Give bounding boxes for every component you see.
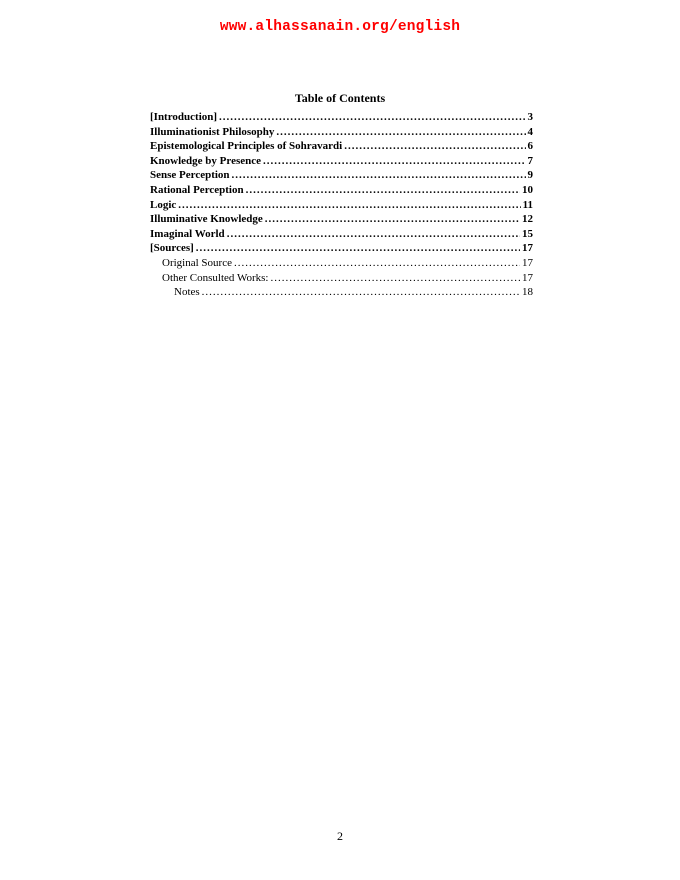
toc-entry-page: 6 xyxy=(527,140,533,153)
toc-entry-page: 7 xyxy=(527,154,533,167)
toc-entry-page: 17 xyxy=(522,271,533,284)
toc-entry-introduction[interactable] xyxy=(150,110,533,125)
toc-entry-label: Imaginal World xyxy=(150,227,225,240)
dot-leader xyxy=(265,212,520,227)
dot-leader xyxy=(227,227,520,242)
toc-entry-label: Notes xyxy=(174,286,200,299)
toc-entry-illuminationist-philosophy[interactable] xyxy=(150,125,533,140)
toc-entry-epistemological-principles[interactable] xyxy=(150,139,533,154)
toc-entry-page: 11 xyxy=(522,198,533,211)
toc-entry-sense-perception[interactable] xyxy=(150,168,533,183)
toc-entry-label: Original Source xyxy=(162,256,232,269)
toc-entry-label: [Sources] xyxy=(150,242,194,255)
toc-entry-page: 9 xyxy=(527,169,533,182)
toc-entry-page: 17 xyxy=(522,256,533,269)
dot-leader xyxy=(232,168,526,183)
dot-leader xyxy=(263,154,525,169)
dot-leader xyxy=(196,241,520,256)
toc-entry-label: [Introduction] xyxy=(150,111,218,123)
toc-entry-page: 4 xyxy=(527,125,533,138)
toc-entry-label: Logic xyxy=(150,198,177,211)
toc-entry-illuminative-knowledge[interactable] xyxy=(150,212,533,227)
toc-entry-page: 15 xyxy=(522,227,533,240)
toc-entry-label: Epistemological Principles of Sohravardi xyxy=(150,140,343,153)
dot-leader xyxy=(270,271,520,286)
dot-leader xyxy=(234,256,520,271)
toc-entry-original-source[interactable] xyxy=(150,256,533,271)
toc-entry-page: 10 xyxy=(522,183,533,196)
toc-entry-other-consulted-works[interactable] xyxy=(150,271,533,286)
toc-entry-page: 3 xyxy=(527,111,533,123)
dot-leader xyxy=(202,285,520,300)
toc-entry-label: Other Consulted Works: xyxy=(162,271,269,284)
table-of-contents xyxy=(150,110,533,300)
toc-entry-sources[interactable] xyxy=(150,241,533,256)
dot-leader xyxy=(246,183,520,198)
toc-entry-imaginal-world[interactable] xyxy=(150,227,533,242)
toc-entry-page: 12 xyxy=(522,213,533,226)
toc-entry-notes[interactable] xyxy=(150,285,533,300)
dot-leader xyxy=(219,110,525,125)
toc-entry-logic[interactable] xyxy=(150,198,533,213)
toc-entry-label: Illuminationist Philosophy xyxy=(150,125,275,138)
toc-entry-label: Knowledge by Presence xyxy=(150,154,262,167)
toc-entry-page: 18 xyxy=(522,286,533,299)
dot-leader xyxy=(178,198,520,213)
dot-leader xyxy=(344,139,525,154)
toc-title: Table of Contents xyxy=(294,91,386,105)
toc-entry-page: 17 xyxy=(522,242,533,255)
toc-entry-label: Illuminative Knowledge xyxy=(150,213,263,226)
dot-leader xyxy=(276,125,525,140)
page-number: 2 xyxy=(337,829,343,843)
toc-entry-label: Rational Perception xyxy=(150,183,244,196)
site-url-header[interactable]: www.alhassanain.org/english xyxy=(219,19,461,35)
toc-entry-label: Sense Perception xyxy=(150,169,230,182)
toc-entry-knowledge-by-presence[interactable] xyxy=(150,154,533,169)
toc-entry-rational-perception[interactable] xyxy=(150,183,533,198)
